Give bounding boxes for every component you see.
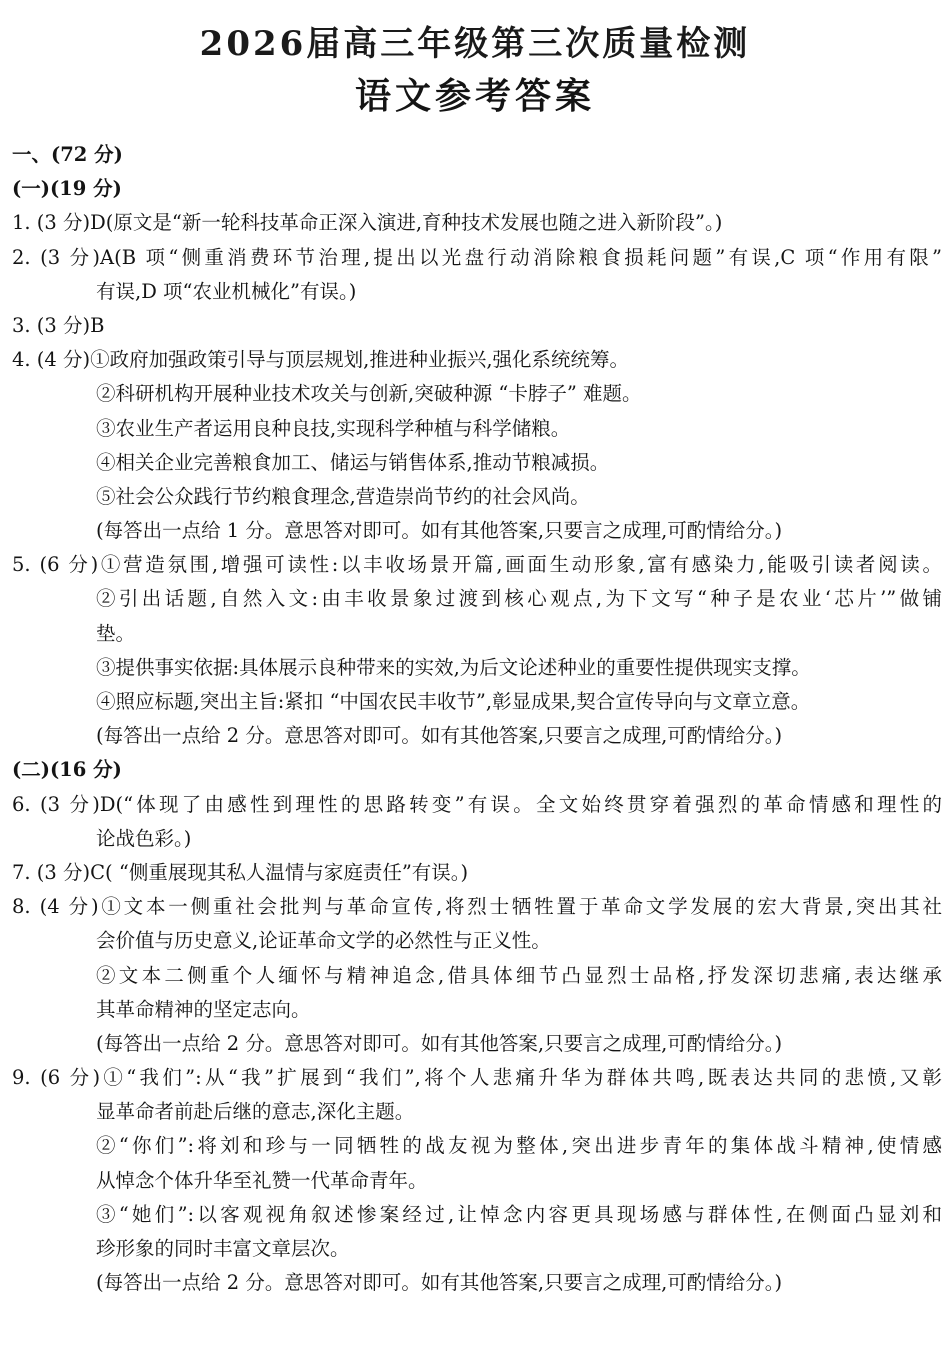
answer-q5-line: ②引出话题,自然入文:由丰收景象过渡到核心观点,为下文写“种子是农业‘芯片’”做铺 — [96, 587, 942, 611]
answer-q5-line: ④照应标题,突出主旨:紧扣 “中国农民丰收节”,彰显成果,契合宣传导向与文章立意。 — [96, 690, 811, 713]
answer-q4-line: ③农业生产者运用良种良技,实现科学种植与科学储粮。 — [96, 416, 571, 440]
answer-q9-line: 显革命者前赴后继的意志,深化主题。 — [96, 1100, 415, 1124]
answer-q8-line: ②文本二侧重个人缅怀与精神追念,借具体细节凸显烈士品格,抒发深切悲痛,表达继承 — [96, 963, 942, 987]
answer-q4-line: 4. (4 分)①政府加强政策引导与顶层规划,推进种业振兴,强化系统统筹。 — [12, 348, 630, 372]
scoring-note: (每答出一点给 2 分。意思答对即可。如有其他答案,只要言之成理,可酌情给分。) — [96, 1271, 783, 1295]
answer-q6-line: 6. (3 分)D(“体现了由感性到理性的思路转变”有误。全文始终贯穿着强烈的革命情感和理性的 — [12, 792, 942, 816]
answer-content — [12, 138, 942, 1300]
answer-q4-line: ④相关企业完善粮食加工、储运与销售体系,推动节粮减损。 — [96, 450, 610, 474]
answer-q9-line: ②“你们”:将刘和珍与一同牺牲的战友视为整体,突出进步青年的集体战斗精神,使情感 — [96, 1134, 942, 1158]
scoring-note: (每答出一点给 1 分。意思答对即可。如有其他答案,只要言之成理,可酌情给分。) — [96, 519, 783, 543]
answer-q8-line: 8. (4 分)①文本一侧重社会批判与革命宣传,将烈士牺牲置于革命文学发展的宏大背景,突出其社 — [12, 895, 942, 919]
answer-q3: 3. (3 分)B — [12, 313, 105, 337]
scoring-note: (每答出一点给 2 分。意思答对即可。如有其他答案,只要言之成理,可酌情给分。) — [96, 1031, 783, 1055]
answer-q2-line: 有误,D 项“农业机械化”有误。) — [96, 279, 357, 303]
section-heading-part1: 一、(72 分) — [12, 143, 123, 166]
exam-title: 2026届高三年级第三次质量检测 — [199, 24, 751, 60]
answer-q9-line: 9. (6 分)①“我们”:从“我”扩展到“我们”,将个人悲痛升华为群体共鸣,既表达共同的悲愤,又彰 — [12, 1066, 942, 1090]
answer-q1: 1. (3 分)D(原文是“新一轮科技革命正深入演进,育种技术发展也随之进入新阶段”。) — [12, 211, 723, 235]
answer-q7: 7. (3 分)C( “侧重展现其私人温情与家庭责任”有误。) — [12, 860, 469, 884]
answer-q5-line: 垫。 — [96, 621, 136, 645]
document-title: 语文参考答案 — [354, 75, 595, 117]
answer-q5-line: 5. (6 分)①营造氛围,增强可读性:以丰收场景开篇,画面生动形象,富有感染力,能吸引读者阅读。 — [12, 553, 942, 577]
answer-q9-line: 珍形象的同时丰富文章层次。 — [96, 1237, 350, 1260]
answer-q6-line: 论战色彩。) — [96, 826, 192, 850]
answer-q8-line: 其革命精神的坚定志向。 — [96, 997, 311, 1021]
answer-q9-line: 从悼念个体升华至礼赞一代革命青年。 — [96, 1168, 428, 1192]
answer-q5-line: ③提供事实依据:具体展示良种带来的实效,为后文论述种业的重要性提供现实支撑。 — [96, 655, 811, 679]
answer-q2-line: 2. (3 分)A(B 项“侧重消费环节治理,提出以光盘行动消除粮食损耗问题”有误,C 项“作用有限” — [12, 245, 942, 269]
answer-q4-line: ②科研机构开展种业技术攻关与创新,突破种源 “卡脖子” 难题。 — [96, 382, 642, 406]
answer-q4-line: ⑤社会公众践行节约粮食理念,营造崇尚节约的社会风尚。 — [96, 484, 590, 508]
answer-q9-line: ③“她们”:以客观视角叙述惨案经过,让悼念内容更具现场感与群体性,在侧面凸显刘和 — [96, 1202, 942, 1226]
subsection-heading-1: (一)(19 分) — [12, 177, 122, 201]
subsection-heading-2: (二)(16 分) — [12, 758, 122, 782]
scoring-note: (每答出一点给 2 分。意思答对即可。如有其他答案,只要言之成理,可酌情给分。) — [96, 724, 783, 748]
answer-q8-line: 会价值与历史意义,论证革命文学的必然性与正义性。 — [96, 929, 551, 953]
